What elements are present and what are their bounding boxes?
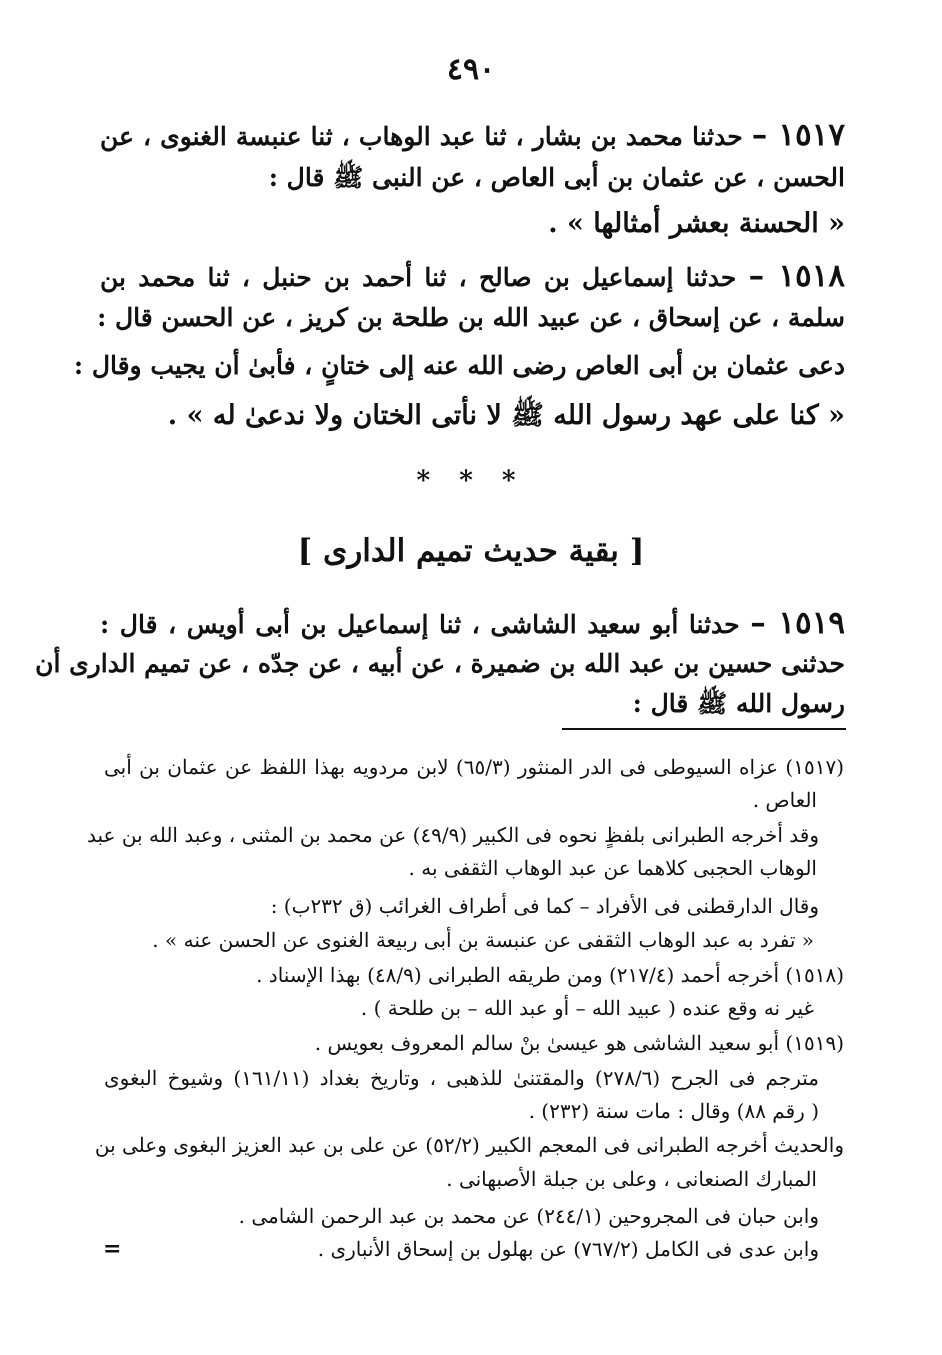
hadith-1517-quote: « الحسنة بعشر أمثالها » . (548, 208, 845, 239)
footnote-line: ( رقم ٨٨) وقال : مات سنة (٢٣٢) . (528, 1099, 819, 1123)
footnote-line: (١٥١٨) أخرجه أحمد (٢١٧/٤) ومن طريقه الطبرانى (٤٨/٩) بهذا الإسناد . (256, 963, 844, 987)
hadith-text: حدثنا أبو سعيد الشاشى ، ثنا إسماعيل بن أبى أويس ، قال : (100, 610, 740, 639)
footnote-line: الوهاب الحجبى كلاهما عن عبد الوهاب الثقفى به . (408, 856, 817, 880)
continuation-mark: = (103, 1236, 122, 1262)
hadith-1518-line-1 (100, 258, 845, 296)
footnote-line: « تفرد به عبد الوهاب الثقفى عن عنبسة بن أبى ربيعة الغنوى عن الحسن عنه » . (152, 928, 814, 952)
footnote-line: وابن عدى فى الكامل (٧٦٧/٢) عن بهلول بن إسحاق الأنبارى . (317, 1237, 819, 1261)
footnote-line: والحديث أخرجه الطبرانى فى المعجم الكبير (٥٢/٢) عن على بن عبد العزيز البغوى وعلى بن (94, 1133, 844, 1157)
hadith-1519-line-1 (100, 605, 845, 643)
footnote-line: مترجم فى الجرح (٢٧٨/٦) والمقتنىٰ للذهبى ، وتاريخ بغداد (١٦١/١١) وشيوخ البغوى (104, 1066, 819, 1090)
hadith-1518-quote: « كنا على عهد رسول الله ﷺ لا نأتى الختان ولا ندعىٰ له » . (167, 400, 845, 431)
hadith-number: ١٥١٨ – (748, 258, 845, 294)
footnote-line: وابن حبان فى المجروحين (٢٤٤/١) عن محمد بن عبد الرحمن الشامى . (238, 1204, 819, 1228)
footnote-line: (١٥١٧) عزاه السيوطى فى الدر المنثور (٦٥/٣) لابن مردويه بهذا اللفظ عن عثمان بن أبى (104, 755, 844, 779)
footnote-line: العاص . (752, 788, 817, 812)
hadith-number: ١٥١٧ – (751, 117, 845, 153)
hadith-text: حدثنا محمد بن بشار ، ثنا عبد الوهاب ، ثنا عنبسة الغنوى ، عن (100, 122, 743, 151)
footnote-line: وقد أخرجه الطبرانى بلفظٍ نحوه فى الكبير (٤٩/٩) عن محمد بن المثنى ، وعبد الله بن عبد (87, 823, 819, 847)
hadith-1518-line-2: سلمة ، عن إسحاق ، عن عبيد الله بن طلحة بن كريز ، عن الحسن قال : (97, 303, 845, 332)
hadith-1519-line-2: حدثنى حسين بن عبد الله بن ضميرة ، عن أبيه ، عن جدّه ، عن تميم الدارى أن (35, 649, 845, 678)
hadith-text: حدثنا إسماعيل بن صالح ، ثنا أحمد بن حنبل ، ثنا محمد بن (100, 263, 737, 292)
hadith-1519-line-3: رسول الله ﷺ قال : (632, 689, 845, 718)
section-separator: * * * (416, 466, 526, 496)
hadith-number: ١٥١٩ – (750, 605, 845, 641)
footnote-line: المبارك الصنعانى ، وعلى بن جبلة الأصبهانى . (446, 1167, 817, 1191)
footnote-line: (١٥١٩) أبو سعيد الشاشى هو عيسىٰ بنْ سالم المعروف بعويس . (314, 1031, 844, 1055)
hadith-1518-line-3: دعى عثمان بن أبى العاص رضى الله عنه إلى ختانٍ ، فأبىٰ أن يجيب وقال : (73, 351, 845, 380)
hadith-1517-line-1 (100, 117, 845, 155)
hadith-1517-line-2: الحسن ، عن عثمان بن أبى العاص ، عن النبى ﷺ قال : (268, 163, 845, 192)
footnote-line: غير نه وقع عنده ( عبيد الله – أو عبد الله – بن طلحة ) . (360, 996, 814, 1020)
section-title: [ بقية حديث تميم الدارى ] (297, 533, 645, 569)
page-number: ٤٩٠ (446, 52, 496, 87)
footnote-divider (562, 728, 846, 730)
footnote-line: وقال الدارقطنى فى الأفراد – كما فى أطراف الغرائب (ق ٢٣٢ب) : (270, 894, 819, 918)
